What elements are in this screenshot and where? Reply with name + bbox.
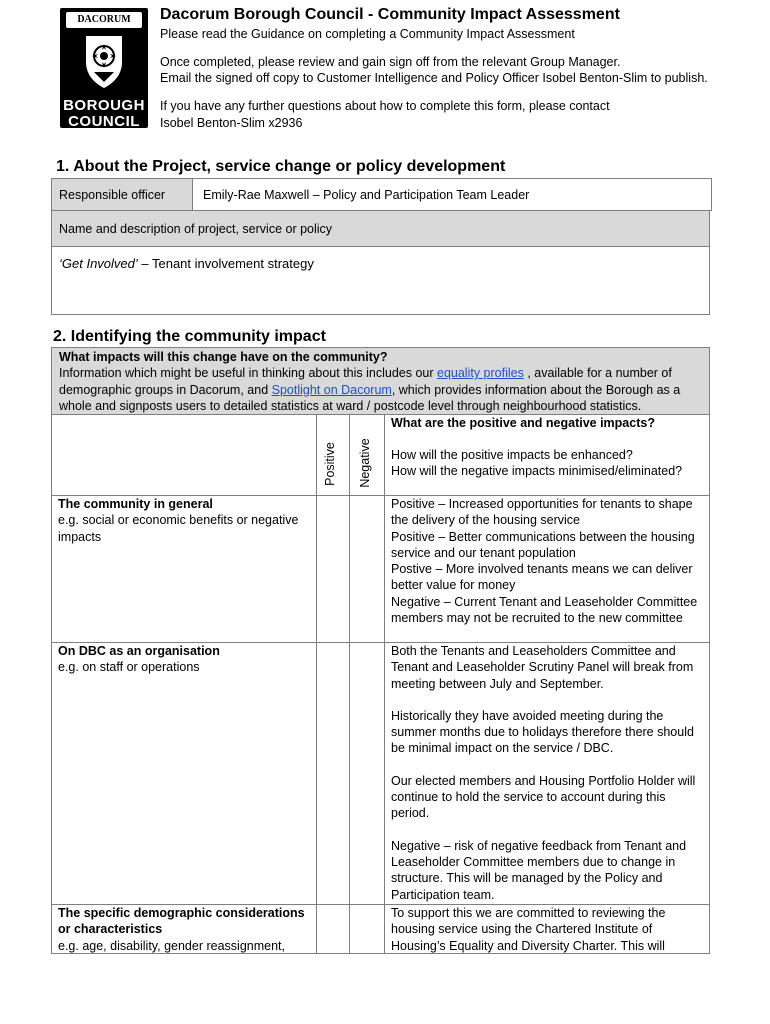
row-subtitle: e.g. on staff or operations bbox=[58, 660, 200, 675]
equality-profiles-link[interactable]: equality profiles bbox=[437, 366, 524, 381]
name-value-cell[interactable] bbox=[51, 246, 710, 315]
row-organisation-impacts[interactable] bbox=[391, 643, 707, 903]
impacts-column-header bbox=[391, 415, 707, 431]
header-contact-line: Isobel Benton-Slim x2936 bbox=[160, 116, 303, 130]
impact-item: Our elected members and Housing Portfolio Holder will continue to hold the service to account during this period. bbox=[391, 773, 696, 821]
impact-info-cell bbox=[51, 347, 710, 415]
row-organisation-label bbox=[58, 643, 313, 676]
row-community-impacts[interactable] bbox=[391, 496, 707, 626]
name-value-italic: ‘Get Involved’ bbox=[59, 256, 138, 271]
impacts-header-title: What are the positive and negative impacts? bbox=[391, 416, 655, 430]
logo-line-1: BOROUGH bbox=[63, 97, 145, 114]
row-title: The specific demographic considerations or characteristics bbox=[58, 906, 305, 937]
impact-item: Positive – Better communications between the housing service and our tenant population bbox=[391, 529, 695, 560]
impact-item: Negative – risk of negative feedback from Tenant and Leaseholder Committee members due to change in structure. This will be managed by the Policy and Participation team. bbox=[391, 838, 687, 902]
name-label: Name and description of project, service or policy bbox=[59, 222, 333, 236]
officer-value-cell[interactable] bbox=[192, 178, 712, 211]
row-demographic-label bbox=[58, 905, 308, 954]
impact-item: Positive – Increased opportunities for tenants to shape the delivery of the housing service bbox=[391, 497, 693, 528]
document-title: Dacorum Borough Council - Community Impact Assessment bbox=[160, 6, 620, 23]
row-subtitle: e.g. age, disability, gender reassignment, bbox=[58, 938, 285, 953]
impact-item: To support this we are committed to reviewing the housing service using the Chartered Institute of Housing’s Equality and Diversity Charter. This will bbox=[391, 906, 666, 953]
impacts-column-subheader bbox=[391, 447, 707, 480]
officer-label-cell bbox=[51, 178, 193, 211]
row-subtitle: e.g. social or economic benefits or negative impacts bbox=[58, 513, 299, 544]
section-1-heading: 1. About the Project, service change or policy development bbox=[56, 158, 506, 175]
impact-item: Historically they have avoided meeting during the summer months due to holidays therefore there should be minimal impact on the service / DBC. bbox=[391, 708, 694, 756]
name-value-rest: – Tenant involvement strategy bbox=[137, 256, 314, 271]
impact-item: Postive – More involved tenants means we can deliver better value for money bbox=[391, 562, 693, 593]
borough-council-logo bbox=[60, 8, 148, 128]
officer-value: Emily-Rae Maxwell – Policy and Participation Team Leader bbox=[203, 188, 530, 202]
impacts-subheader-1: How will the positive impacts be enhanced? bbox=[391, 448, 633, 462]
info-text-3: , which provides information about the Borough as a whole and signposts users to detailed statistics at ward / postcode level through neighbourhood statistics. bbox=[59, 382, 681, 413]
header-guidance-line: Please read the Guidance on completing a Community Impact Assessment bbox=[160, 27, 575, 41]
crest-icon bbox=[82, 32, 126, 92]
name-value bbox=[59, 256, 314, 272]
impacts-subheader-2: How will the negative impacts minimised/eliminated? bbox=[391, 464, 683, 479]
section-2-heading: 2. Identifying the community impact bbox=[53, 328, 326, 345]
spotlight-on-dacorum-link[interactable]: Spotlight on Dacorum bbox=[271, 382, 392, 397]
header-signoff-line: Once completed, please review and gain sign off from the relevant Group Manager. bbox=[160, 55, 621, 69]
positive-column-header: Positive bbox=[323, 442, 337, 486]
impact-question: What impacts will this change have on the community? bbox=[59, 350, 388, 364]
impact-item: Both the Tenants and Leaseholders Committee and Tenant and Leaseholder Scrutiny Panel will break from meeting between July and September. bbox=[391, 644, 694, 691]
header-email-line: Email the signed off copy to Customer Intelligence and Policy Officer Isobel Benton-Slim to publish. bbox=[160, 71, 708, 85]
impact-info bbox=[59, 349, 707, 414]
row-title: The community in general bbox=[58, 497, 213, 511]
info-text-1: Information which might be useful in thinking about this includes our bbox=[59, 366, 437, 381]
row-community-label bbox=[58, 496, 313, 545]
logo-banner: DACORUM bbox=[66, 12, 142, 28]
header-questions-line: If you have any further questions about how to complete this form, please contact bbox=[160, 99, 610, 113]
row-demographic-impacts[interactable] bbox=[391, 905, 707, 954]
name-label-cell bbox=[51, 210, 710, 247]
impact-item: Negative – Current Tenant and Leaseholder Committee members may not be recruited to the new committee bbox=[391, 594, 698, 626]
info-text-2: , available for a number of demographic groups in Dacorum, and bbox=[59, 366, 672, 397]
row-title: On DBC as an organisation bbox=[58, 644, 220, 658]
logo-line-2: COUNCIL bbox=[68, 113, 140, 130]
officer-label: Responsible officer bbox=[59, 188, 166, 202]
negative-column-header: Negative bbox=[358, 438, 372, 488]
